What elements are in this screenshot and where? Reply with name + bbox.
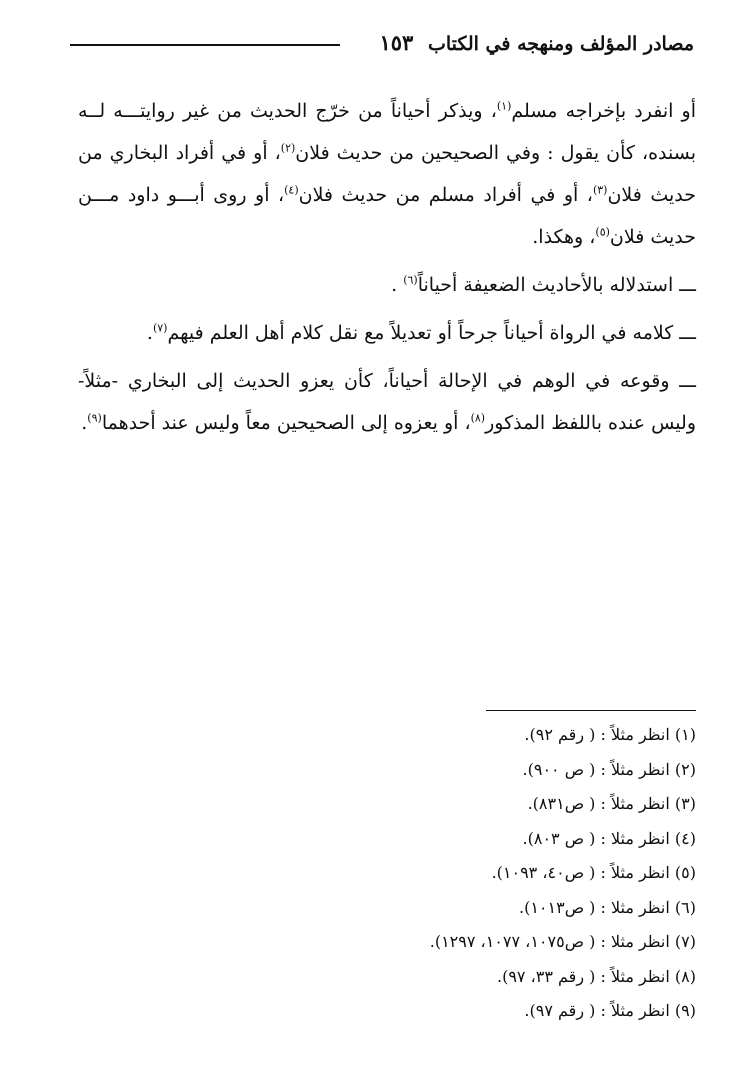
footnote-item: (٦) انظر مثلا : ( ص١٠١٣).: [519, 897, 696, 917]
footnote-ref[interactable]: (٣): [592, 183, 608, 197]
footnote-ref[interactable]: (٢): [280, 141, 296, 155]
footnote-item: (٩) انظر مثلاً : ( رقم ٩٧).: [524, 1001, 696, 1020]
footnote-ref[interactable]: (٤): [284, 183, 299, 197]
footnote-separator: [486, 710, 696, 711]
page-number: ١٥٣: [379, 30, 414, 55]
footnote-item: (٣) انظر مثلاً : ( ص٨٣١).: [527, 794, 696, 813]
footnote-item: (٤) انظر مثلا : ( ص ٨٠٣).: [522, 828, 696, 848]
header-rule: [70, 44, 340, 46]
footnote-ref[interactable]: (٩): [87, 411, 102, 425]
paragraph: أو انفرد بإخراجه مسلم$^{(١)}$، ويذكر أحياناً من خرّج الحديث من غير روايتـــه لــه بسنده، كأن يقول : وفي الصحيحين من حديث فلان$^{(٢)}$، أو في أفراد البخاري من حديث فلان$^{(٣)}$، أو في أفراد مسلم من حديث فلان$^{(٤)}$، أو روى أبـــو داود مـــن حديث فلان$^{(٥)}$، وهكذا.: [78, 99, 697, 248]
bullet-narrators: ـــ كلامه في الرواة أحياناً جرحاً أو تعديلاً مع نقل كلام أهل العلم فيهم$^{(٧)}$.: [146, 321, 696, 344]
footnote-ref[interactable]: (٥): [595, 225, 610, 239]
footnote-ref[interactable]: (٨): [470, 411, 486, 425]
bullet-weak-hadith: ـــ استدلاله بالأحاديث الضعيفة أحياناً$^{(٦)}$ .: [391, 273, 696, 296]
footnotes-list: [80, 718, 696, 1029]
footnote-item: (٨) انظر مثلاً : ( رقم ٣٣، ٩٧).: [496, 966, 696, 986]
footnote-item: (٢) انظر مثلاً : ( ص ٩٠٠).: [522, 759, 696, 779]
main-text: [78, 90, 696, 444]
footnote-ref[interactable]: (١): [496, 99, 512, 113]
running-title: [379, 26, 694, 61]
footnote-ref[interactable]: (٧): [152, 321, 168, 335]
bullet-referencing-errors: ـــ وقوعه في الوهم في الإحالة أحياناً، كأن يعزو الحديث إلى البخاري -مثلاً- وليس عنده باللفظ المذكور$^{(٨)}$، أو يعزوه إلى الصحيحين معاً وليس عند أحدهما$^{(٩)}$.: [78, 370, 696, 434]
page-header: [70, 26, 694, 60]
footnote-item: (٧) انظر مثلا : ( ص١٠٧٥، ١٠٧٧، ١٢٩٧).: [429, 932, 696, 951]
footnote-ref[interactable]: (٦): [403, 273, 418, 287]
footnote-item: (١) انظر مثلاً : ( رقم ٩٢).: [524, 725, 696, 744]
header-title-text: مصادر المؤلف ومنهجه في الكتاب: [427, 33, 694, 55]
footnote-item: (٥) انظر مثلاً : ( ص٤٠، ١٠٩٣).: [491, 863, 696, 882]
